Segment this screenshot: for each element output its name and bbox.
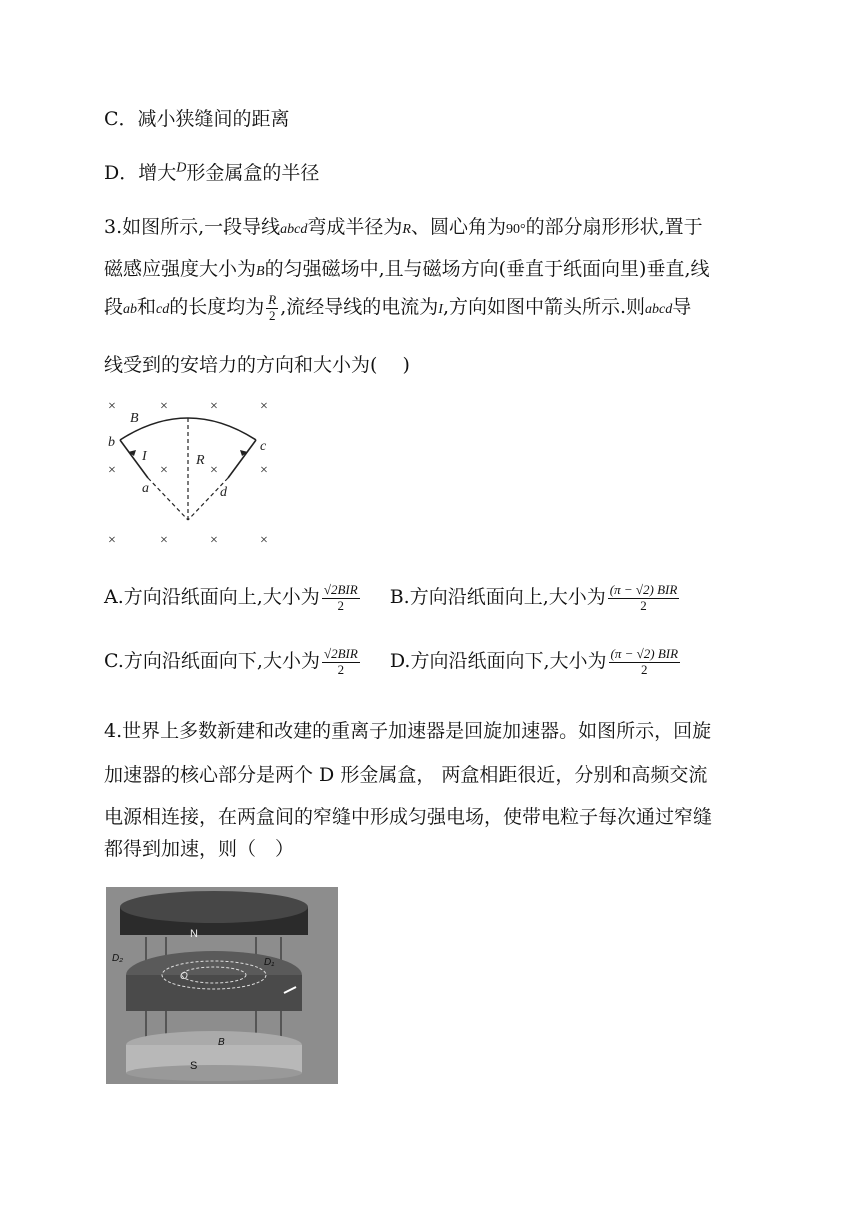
fraction <box>322 647 360 678</box>
var-I: I <box>438 302 443 317</box>
cross-mark: × <box>160 399 168 414</box>
text: 弯成半径为 <box>307 216 403 238</box>
label-D1: D₁ <box>264 957 275 968</box>
cross-mark: × <box>108 399 116 414</box>
text: 电源相连接，在两盒间的窄缝中形成匀强电场，使带电粒子每次通过窄缝 <box>104 806 713 828</box>
sector-wire-figure <box>100 392 280 552</box>
var-R: R <box>402 222 411 237</box>
frac-den: 2 <box>337 661 345 677</box>
cross-mark: × <box>108 533 116 548</box>
option-d-var: D <box>176 160 187 176</box>
text: 4.世界上多数新建和改建的重离子加速器是回旋加速器。如图所示，回旋 <box>104 720 712 742</box>
frac-den: 2 <box>268 307 276 323</box>
n-pole-face <box>120 891 308 923</box>
fraction <box>609 647 681 678</box>
text: 段 <box>104 296 124 318</box>
q4-line2 <box>104 760 707 787</box>
text: 加速器的核心部分是两个 D 形金属盒， 两盒相距很近，分别和高频交流 <box>104 764 708 786</box>
frac-num: (π − √2) BIR <box>610 645 679 661</box>
label-I: I <box>142 449 147 464</box>
option-c-text: C．减小狭缝间的距离 <box>104 108 290 130</box>
text: ,流经导线的电流为 <box>280 296 439 318</box>
q4-line4 <box>104 834 294 861</box>
label-B: B <box>130 411 139 426</box>
cross-mark: × <box>260 533 268 548</box>
cross-mark: × <box>210 533 218 548</box>
frac-num: R <box>268 291 277 307</box>
cross-mark: × <box>160 463 168 478</box>
q3-line1 <box>104 212 703 239</box>
text: 和 <box>137 296 157 318</box>
q4-line3 <box>104 802 712 829</box>
option-c-text: C.方向沿纸面向下,大小为 <box>104 650 320 672</box>
option-c-q2 <box>104 104 290 131</box>
cyclotron-photo <box>106 887 338 1084</box>
option-d-suffix: 形金属盒的半径 <box>186 162 320 184</box>
text: 导 <box>672 296 692 318</box>
q3-line4 <box>104 350 410 377</box>
label-b: b <box>108 435 115 450</box>
frac-den: 2 <box>641 661 648 677</box>
text: 的匀强磁场中,且与磁场方向(垂直于纸面向里)垂直,线 <box>264 258 710 280</box>
fraction <box>322 583 360 614</box>
label-N: N <box>190 928 198 940</box>
d-boxes-body <box>126 975 302 1011</box>
label-R: R <box>196 453 205 468</box>
option-c <box>104 646 362 677</box>
option-d-prefix: D．增大 <box>104 162 177 184</box>
cross-mark: × <box>160 533 168 548</box>
q3-line3 <box>104 292 691 323</box>
var-B: B <box>256 264 265 279</box>
var-abcd: abcd <box>280 222 308 237</box>
option-d-q2 <box>104 158 319 185</box>
s-pole-bottom <box>126 1065 302 1081</box>
frac-num: √2BIR <box>323 581 358 597</box>
label-O: O <box>180 971 188 982</box>
q4-line1 <box>104 716 711 743</box>
text: 磁感应强度大小为 <box>104 258 257 280</box>
segment-cd <box>228 440 256 478</box>
text: 线受到的安培力的方向和大小为( ) <box>104 354 410 376</box>
label-d: d <box>220 485 227 500</box>
q3-options-row2 <box>104 646 682 677</box>
text: 的部分扇形形状,置于 <box>525 216 703 238</box>
var-ab: ab <box>123 302 138 317</box>
q3-options-row1 <box>104 582 681 613</box>
text: 、圆心角为 <box>410 216 506 238</box>
option-a-text: A.方向沿纸面向上,大小为 <box>104 586 320 608</box>
frac-den: 2 <box>337 597 344 613</box>
label-a: a <box>142 481 149 496</box>
text: 都得到加速，则（ ） <box>104 838 295 860</box>
cross-mark: × <box>260 463 268 478</box>
text: ,方向如图中箭头所示.则 <box>442 296 646 318</box>
cross-mark: × <box>260 399 268 414</box>
text: 3.如图所示,一段导线 <box>104 216 281 238</box>
label-S: S <box>190 1060 198 1072</box>
cross-mark: × <box>108 463 116 478</box>
option-d <box>390 646 682 677</box>
label-D2: D₂ <box>112 953 124 964</box>
var-90deg: 90° <box>505 222 526 237</box>
label-B-field: B <box>218 1037 225 1048</box>
fraction <box>608 583 680 614</box>
frac-num: √2BIR <box>323 645 358 661</box>
fraction-R-over-2 <box>266 293 278 324</box>
dashed-radius-left <box>148 478 188 520</box>
var-cd: cd <box>156 302 170 317</box>
cross-mark: × <box>210 399 218 414</box>
q3-line2 <box>104 254 709 281</box>
frac-num: (π − √2) BIR <box>609 581 678 597</box>
option-a <box>104 582 362 613</box>
option-b <box>390 582 682 613</box>
frac-den: 2 <box>640 597 647 613</box>
label-c: c <box>260 439 267 454</box>
cross-mark: × <box>210 463 218 478</box>
option-b-text: B.方向沿纸面向上,大小为 <box>389 586 606 608</box>
text: 的长度均为 <box>169 296 265 318</box>
option-d-text: D.方向沿纸面向下,大小为 <box>389 650 607 672</box>
var-abcd: abcd <box>645 302 673 317</box>
